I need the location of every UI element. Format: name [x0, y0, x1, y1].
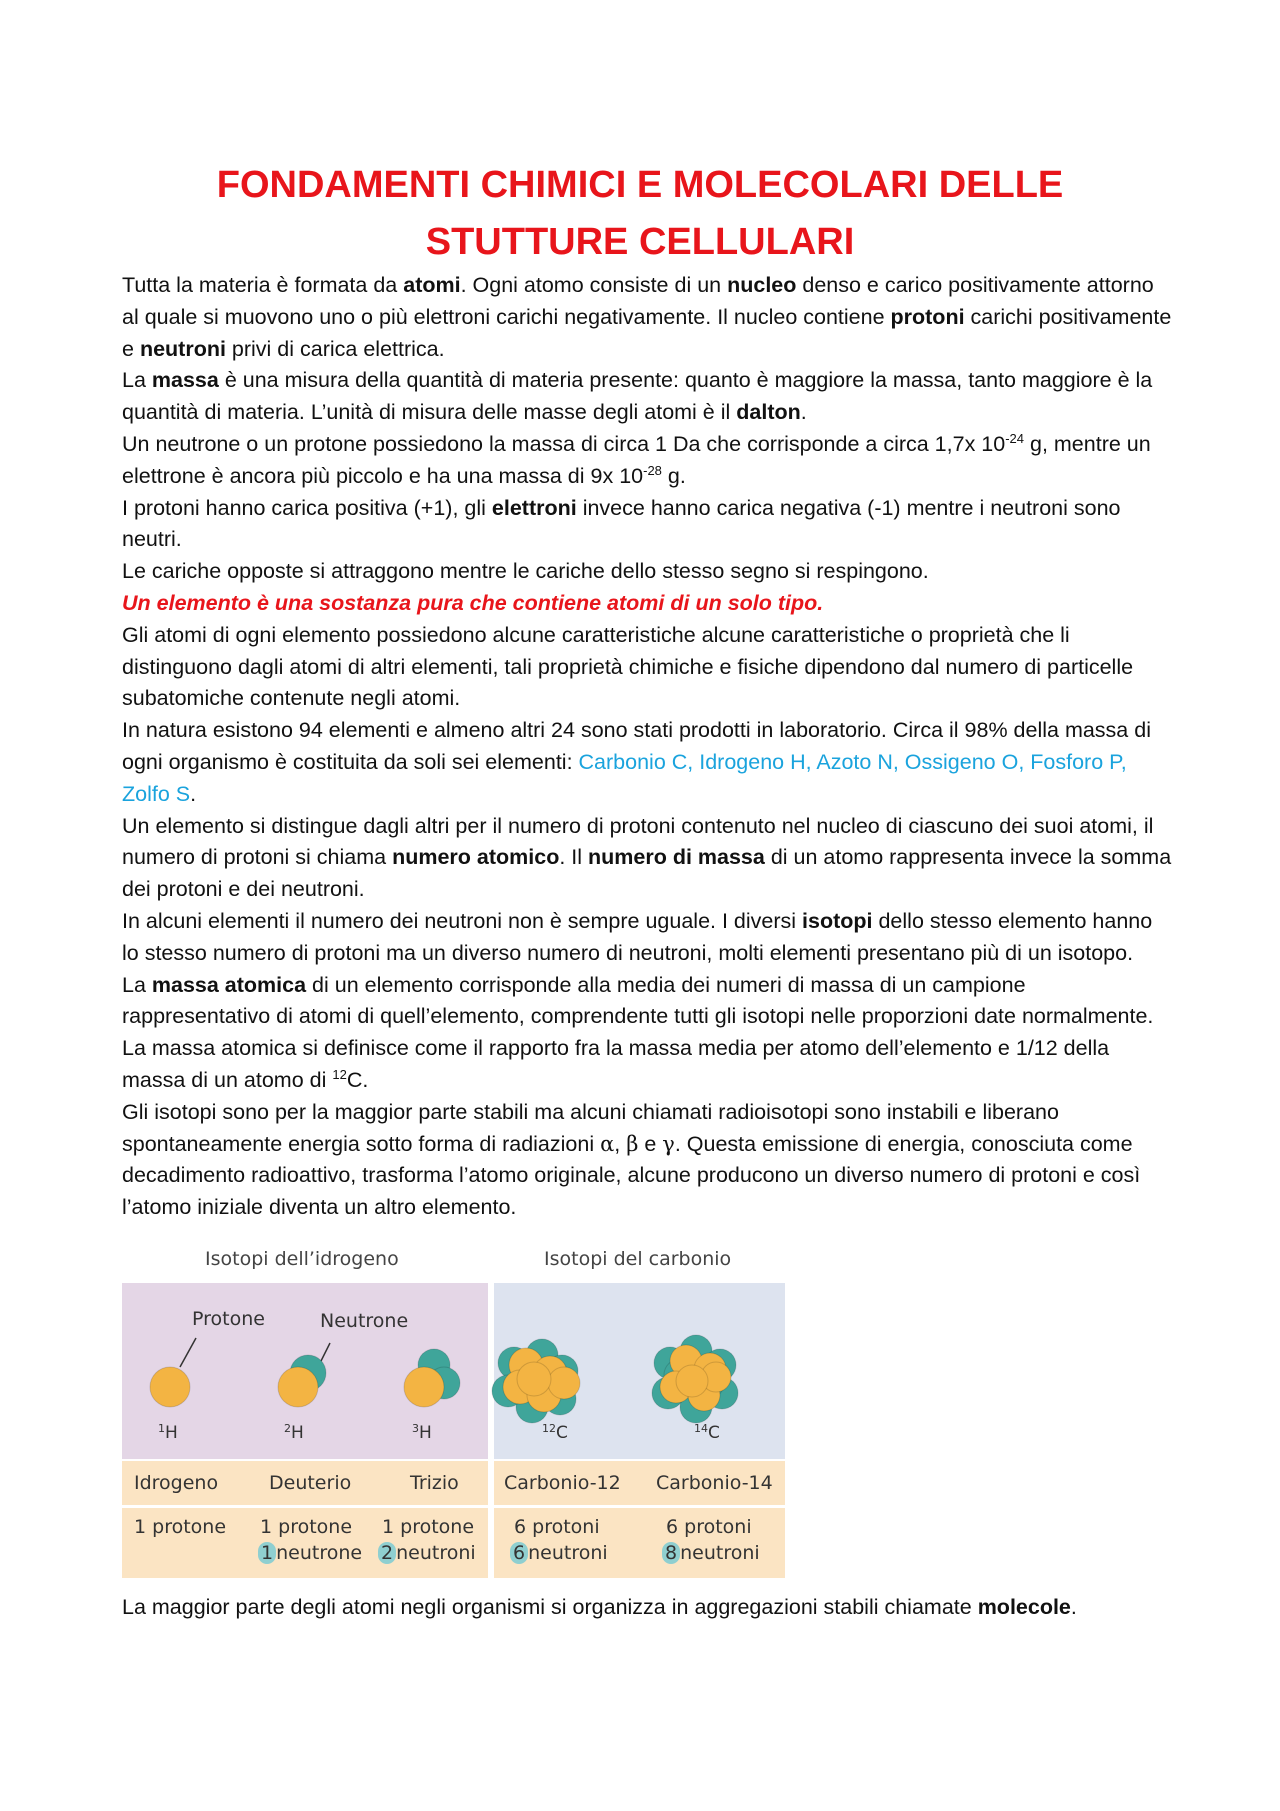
paragraph-isotopes: In alcuni elementi il numero dei neutroni non è sempre uguale. I diversi isotopi dello stesso elemento hanno lo stesso numero di protoni ma un diverso numero di neutroni, molti elementi presentano più di un isotopo. — [122, 908, 1153, 965]
page-title-line-1: FONDAMENTI CHIMICI E MOLECOLARI DELLE — [216, 164, 1064, 206]
proton-count: 6 protoni — [514, 1516, 600, 1538]
hydrogen-1-nucleus — [150, 1367, 190, 1407]
paragraph-attraction: Le cariche opposte si attraggono mentre le cariche dello stesso segno si respingono. — [122, 559, 929, 584]
paragraph-properties: Gli atomi di ogni elemento possiedono alcune caratteristiche alcune caratteristiche o proprietà che li distinguono dagli atomi di altri elementi, tali proprietà chimiche e fisiche dipendono dal numero di particelle subatomiche contenute negli atomi. — [122, 622, 1134, 711]
proton-ball — [404, 1367, 444, 1407]
proton-count: 6 protoni — [666, 1516, 752, 1538]
isotope-name: Carbonio-14 — [656, 1472, 773, 1494]
page-title-line-2: STUTTURE CELLULARI — [425, 221, 855, 263]
proton-ball — [548, 1367, 580, 1399]
paragraph-element-definition: Un elemento è una sostanza pura che contiene atomi di un solo tipo. — [122, 590, 824, 615]
neutron-count: 2 neutroni — [378, 1542, 476, 1564]
paragraph-atoms: Tutta la materia è formata da atomi. Ogni atomo consiste di un nucleo denso e carico positivamente attorno al quale si muovono uno o più elettroni carichi negativamente. Il nucleo contiene protoni carichi positivamente e neutroni privi di carica elettrica. — [122, 273, 1172, 361]
isotopes-figure — [122, 1248, 785, 1578]
proton-count: 1 protone — [260, 1516, 353, 1538]
proton-label: Protone — [192, 1308, 265, 1330]
proton-count: 1 protone — [382, 1516, 475, 1538]
paragraph-atomic-mass: La massa atomica di un elemento corrisponde alla media dei numeri di massa di un campione rappresentativo di atomi di quell’elemento, comprendente tutti gli isotopi nelle proporzioni date normalmente. La massa atomica si definisce come il rapporto fra la massa media per atomo dell’elemento e 1/12 della massa di un atomo di $^{12}$C. — [122, 972, 1154, 1092]
elements-list: Carbonio C, Idrogeno H, Azoto N, Ossigeno O, Fosforo P, Zolfo S — [122, 749, 1127, 806]
proton-ball — [278, 1367, 318, 1407]
proton-pointer — [180, 1338, 196, 1367]
symbol-1H: $^1$H — [158, 1422, 178, 1443]
isotope-name: Trizio — [410, 1472, 459, 1494]
hydrogen-isotopes-caption: Isotopi dell’idrogeno — [205, 1248, 399, 1270]
neutron-count: 6 neutroni — [510, 1542, 608, 1564]
deuterium-nucleus — [278, 1355, 326, 1407]
paragraph-mass: La massa è una misura della quantità di materia presente: quanto è maggiore la massa, tanto maggiore è la quantità di materia. L’unità di misura delle masse degli atomi è il dalton. — [122, 368, 1153, 425]
isotope-name: Deuterio — [269, 1472, 352, 1494]
symbol-12C: $^{12}$C — [542, 1422, 568, 1443]
paragraph-particle-mass: Un neutrone o un protone possiedono la massa di circa 1 Da che corrisponde a circa 1,7x $10^{-24}$ g, mentre un elettrone è ancora più piccolo e ha una massa di 9x $10^{-28}$ g. — [122, 430, 1151, 488]
closing-body — [122, 1592, 1172, 1624]
paragraph-molecules: La maggior parte degli atomi negli organismi si organizza in aggregazioni stabili chiamate molecole. — [122, 1595, 1077, 1619]
carbon-12-nucleus — [492, 1339, 580, 1423]
document-body — [122, 270, 1172, 1224]
symbol-2H: $^2$H — [284, 1422, 304, 1443]
symbol-14C: $^{14}$C — [694, 1422, 720, 1443]
tritium-nucleus — [404, 1349, 460, 1407]
paragraph-atomic-number: Un elemento si distingue dagli altri per il numero di protoni contenuto nel nucleo di ciascuno dei suoi atomi, il numero di protoni si chiama numero atomico. Il numero di massa di un atomo rappresenta invece la somma dei protoni e dei neutroni. — [122, 813, 1172, 902]
neutron-count: 1 neutrone — [258, 1542, 362, 1564]
proton-count: 1 protone — [134, 1516, 227, 1538]
paragraph-charges: I protoni hanno carica positiva (+1), gli elettroni invece hanno carica negativa (-1) mentre i neutroni sono neutri. — [122, 495, 1121, 552]
carbon-isotopes-caption: Isotopi del carbonio — [544, 1248, 732, 1270]
proton-ball — [517, 1362, 551, 1396]
proton-ball — [150, 1367, 190, 1407]
paragraph-radioisotopes: Gli isotopi sono per la maggior parte stabili ma alcuni chiamati radioisotopi sono instabili e liberano spontaneamente energia sotto forma di radiazioni α, β e γ. Questa emissione di energia, conosciuta come decadimento radioattivo, trasforma l’atomo originale, alcune producono un diverso numero di protoni e così l’atomo iniziale diventa un altro elemento. — [122, 1099, 1141, 1220]
isotope-name: Carbonio-12 — [504, 1472, 621, 1494]
proton-ball — [676, 1365, 708, 1397]
neutron-count: 8 neutroni — [662, 1542, 760, 1564]
paragraph-elements: In natura esistono 94 elementi e almeno altri 24 sono stati prodotti in laboratorio. Circa il 98% della massa di ogni organismo è costituita da soli sei elementi: Carbonio C, Idrogeno H, Azoto N, Ossigeno O, Fosforo P, Zolfo S. — [122, 718, 1151, 806]
isotope-name: Idrogeno — [134, 1472, 219, 1494]
neutron-label: Neutrone — [320, 1310, 409, 1332]
symbol-3H: $^3$H — [412, 1422, 432, 1443]
carbon-14-nucleus — [652, 1335, 738, 1423]
